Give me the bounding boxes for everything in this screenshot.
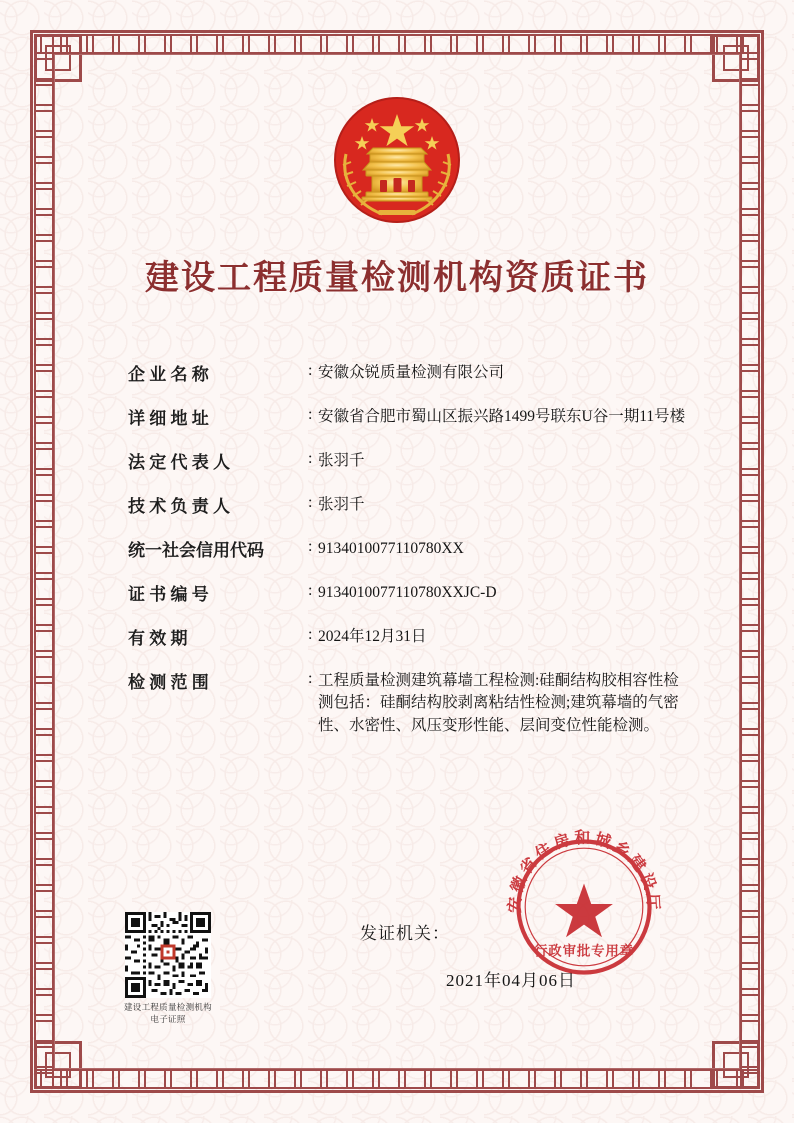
- border-band-bottom: [34, 1069, 760, 1089]
- field-value-unified-social-credit-code: 9134010077110780XX: [318, 540, 464, 557]
- field-colon: :: [308, 406, 313, 423]
- field-list: [128, 360, 694, 756]
- certificate-content: [70, 70, 724, 1053]
- field-row-address: [128, 404, 694, 429]
- field-row-unified-social-credit-code: [128, 536, 694, 561]
- field-value-certificate-number: 9134010077110780XXJC-D: [318, 584, 497, 601]
- field-colon: :: [308, 362, 313, 379]
- border-band-right: [740, 34, 760, 1089]
- field-colon: :: [308, 538, 313, 555]
- issuer-label: 发证机关：: [360, 924, 450, 943]
- issue-date: 2021年04月06日: [446, 971, 576, 990]
- border-band-left: [34, 34, 54, 1089]
- field-value-validity-date: 2024年12月31日: [318, 628, 427, 645]
- field-colon: :: [308, 494, 313, 511]
- field-colon: :: [308, 450, 313, 467]
- field-row-company-name: [128, 360, 694, 385]
- field-row-technical-director: [128, 492, 694, 517]
- china-national-emblem-icon: [322, 88, 472, 238]
- svg-text:安徽省住房和城乡建设厅: 安徽省住房和城乡建设厅: [506, 830, 662, 914]
- issuer-block: [360, 919, 690, 991]
- field-value-legal-representative: 张羽千: [318, 452, 365, 469]
- electronic-certificate-qr-block: [112, 912, 224, 1025]
- border-band-top: [34, 34, 760, 54]
- field-value-testing-scope: 工程质量检测建筑幕墙工程检测:硅酮结构胶相容性检测包括：硅酮结构胶剥离粘结性检测;建筑幕墙的气密性、水密性、风压变形性能、层间变位性能检测。: [318, 672, 679, 734]
- field-colon: :: [308, 582, 313, 599]
- page-title: 建设工程质量检测机构资质证书: [145, 260, 649, 297]
- field-label-testing-scope: 检 测 范 围: [128, 673, 209, 692]
- field-value-technical-director: 张羽千: [318, 496, 365, 513]
- field-row-validity-date: [128, 624, 694, 649]
- field-label-unified-social-credit-code: 统一社会信用代码: [128, 541, 264, 560]
- field-colon: :: [308, 670, 313, 687]
- svg-text:行政审批专用章: 行政审批专用章: [534, 943, 634, 959]
- field-row-certificate-number: [128, 580, 694, 605]
- field-row-legal-representative: [128, 448, 694, 473]
- field-label-validity-date: 有 效 期: [128, 629, 188, 648]
- field-label-technical-director: 技 术 负 责 人: [128, 497, 230, 516]
- field-label-company-name: 企 业 名 称: [128, 365, 209, 384]
- field-label-certificate-number: 证 书 编 号: [128, 585, 209, 604]
- field-label-address: 详 细 地 址: [128, 409, 209, 428]
- field-value-address: 安徽省合肥市蜀山区振兴路1499号联东U谷一期11号楼: [318, 408, 686, 425]
- field-row-testing-scope: [128, 668, 694, 737]
- qr-caption: [112, 1002, 224, 1025]
- field-colon: :: [308, 626, 313, 643]
- qr-caption-line1: 建设工程质量检测机构: [123, 1002, 212, 1013]
- qr-code-icon[interactable]: [125, 912, 211, 998]
- field-label-legal-representative: 法 定 代 表 人: [128, 453, 230, 472]
- field-value-company-name: 安徽众锐质量检测有限公司: [318, 364, 505, 381]
- qr-caption-line2: 电子证照: [150, 1013, 186, 1024]
